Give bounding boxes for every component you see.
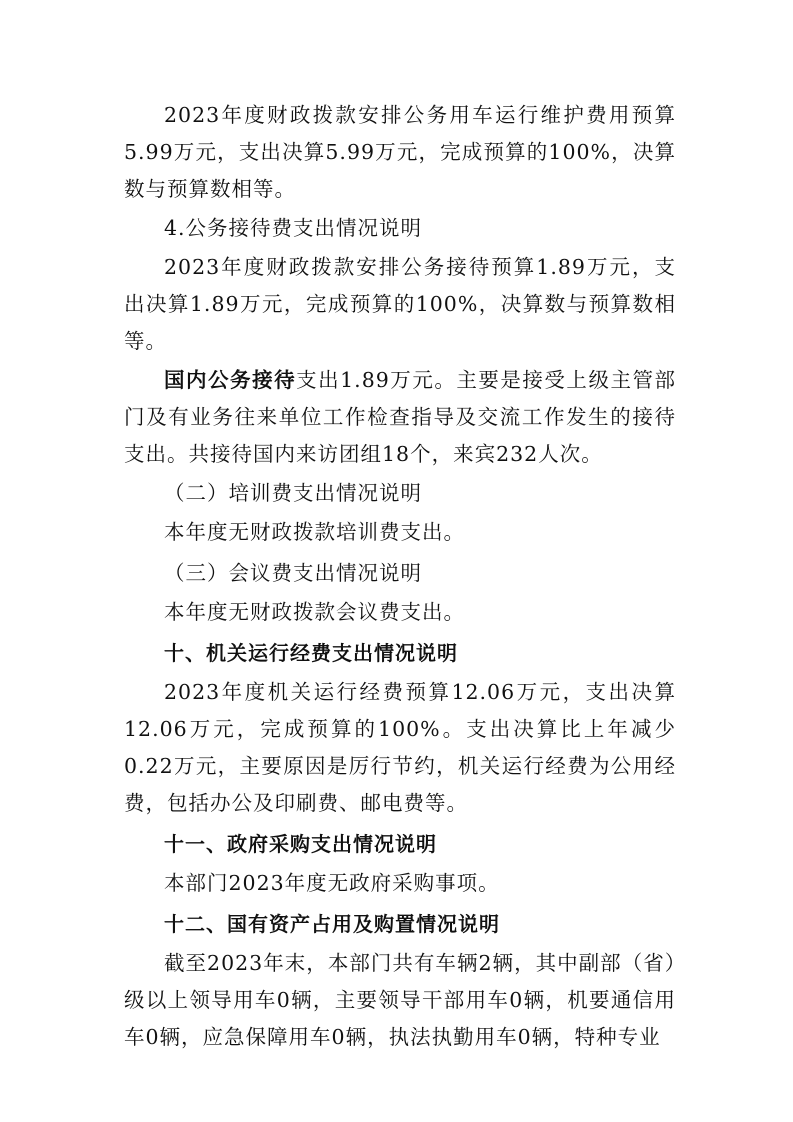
- paragraph-training: 本年度无财政拨款培训费支出。: [164, 520, 465, 544]
- paragraph-domestic-reception: [124, 362, 676, 473]
- paragraph-procurement: 本部门2023年度无政府采购事项。: [164, 871, 500, 895]
- paragraph-meeting: 本年度无财政拨款会议费支出。: [164, 600, 465, 624]
- section-heading-training: （二）培训费支出情况说明: [164, 481, 422, 505]
- paragraph-assets: 截至2023年末，本部门共有车辆2辆，其中副部（省）级以上领导用车0辆，主要领导干部用车0辆，机要通信用车0辆，应急保障用车0辆，执法执勤用车0辆，特种专业: [124, 951, 676, 1049]
- paragraph-vehicle-maintenance: 2023年度财政拨款安排公务用车运行维护费用预算5.99万元，支出决算5.99万元，完成预算的100%，决算数与预算数相等。: [124, 103, 676, 201]
- domestic-reception-label: 国内公务接待: [164, 368, 297, 392]
- section-heading-meeting: （三）会议费支出情况说明: [164, 561, 422, 585]
- paragraph-operating-expenses: 2023年度机关运行经费预算12.06万元，支出决算12.06万元，完成预算的100%。支出决算比上年减少0.22万元，主要原因是厉行节约，机关运行经费为公用经费，包括办公及印刷费、邮电费等。: [124, 680, 676, 815]
- paragraph-reception-budget: 2023年度财政拨款安排公务接待预算1.89万元，支出决算1.89万元，完成预算的100%，决算数与预算数相等。: [124, 255, 676, 353]
- section-heading-reception: 4.公务接待费支出情况说明: [164, 216, 423, 240]
- section-heading-procurement: 十一、政府采购支出情况说明: [164, 832, 437, 856]
- section-heading-operating-expenses: 十、机关运行经费支出情况说明: [164, 641, 458, 665]
- domestic-reception-text: 支出1.89万元。主要是接受上级主管部门及有业务往来单位工作检查指导及交流工作发生的接待支出。共接待国内来访团组18个，来宾232人次。: [124, 368, 676, 466]
- document-page: [124, 97, 676, 1056]
- section-heading-assets: 十二、国有资产占用及购置情况说明: [164, 912, 500, 936]
